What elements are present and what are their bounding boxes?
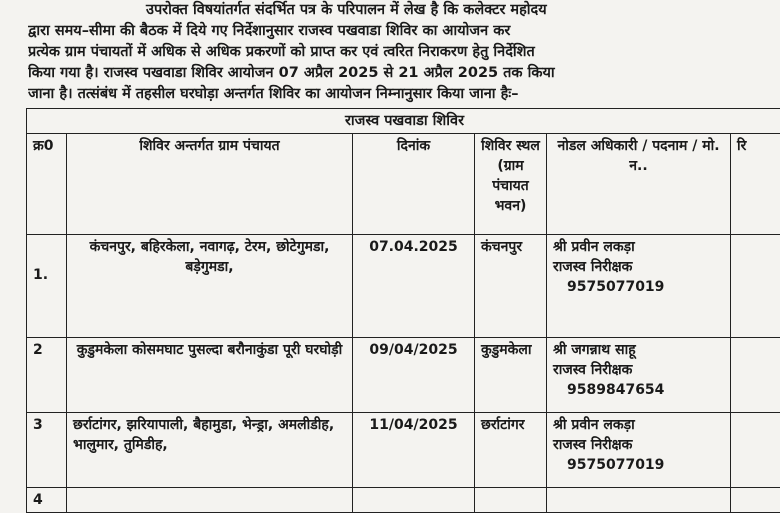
row-date: 09/04/2025: [353, 338, 475, 413]
officer-phone: 9589847654: [553, 380, 724, 400]
header-serial: क्र0: [27, 134, 67, 235]
table-row: [27, 488, 780, 513]
row-officer: [547, 235, 731, 338]
row-serial: 3: [27, 413, 67, 488]
row-officer: [547, 338, 731, 413]
row-remarks: [731, 338, 780, 413]
row-panchayats: कंचनपुर, बहिरकेला, नवागढ़, टेरम, छोटेगुमडा, बड़ेगुमडा,: [67, 235, 353, 338]
row-venue: [475, 488, 547, 513]
table-title: राजस्व पखवाडा शिविर: [27, 109, 780, 134]
row-panchayats: [67, 488, 353, 513]
row-officer: [547, 488, 731, 513]
row-panchayats: कुडुमकेला कोसमघाट पुसल्दा बरौनाकुंडा पूरी घरघोड़ी: [67, 338, 353, 413]
row-panchayats: छर्राटांगर, झरियापाली, बैहामुडा, भेन्ड्रा, अमलीडीह, भालुमार, तुमिडीह,: [67, 413, 353, 488]
table-row: [27, 413, 780, 488]
header-officer: नोडल अधिकारी / पदनाम / मो. न..: [547, 134, 731, 235]
header-date: दिनांक: [353, 134, 475, 235]
paragraph-line: प्रत्येक ग्राम पंचायतों में अधिक से अधिक प्रकरणों को प्राप्त कर एवं त्वरित निराकरण हेतु निर्देशित: [28, 42, 770, 63]
row-serial: 2: [27, 338, 67, 413]
officer-name: श्री प्रवीन लकड़ा: [553, 417, 635, 433]
paragraph-line: द्वारा समय–सीमा की बैठक में दिये गए निर्देशानुसार राजस्व पखवाडा शिविर का आयोजन कर: [28, 21, 770, 42]
table-row: [27, 338, 780, 413]
row-date: 11/04/2025: [353, 413, 475, 488]
intro-paragraph: [28, 0, 770, 105]
officer-designation: राजस्व निरीक्षक: [553, 437, 632, 453]
paragraph-line: जाना है। तत्संबंध में तहसील घरघोड़ा अन्तर्गत शिविर का आयोजन निम्नानुसार किया जाना हैः–: [28, 84, 770, 105]
header-remarks: रि: [731, 134, 780, 235]
header-venue: शिविर स्थल (ग्राम पंचायत भवन): [475, 134, 547, 235]
officer-designation: राजस्व निरीक्षक: [553, 259, 632, 275]
row-officer: [547, 413, 731, 488]
table-row: [27, 235, 780, 338]
row-venue: छर्राटांगर: [475, 413, 547, 488]
officer-name: श्री जगन्नाथ साहू: [553, 342, 636, 358]
table-header-row: [27, 134, 780, 235]
row-serial: 4: [27, 488, 67, 513]
officer-phone: 9575077019: [553, 455, 724, 475]
camp-schedule-table: [26, 108, 780, 513]
paragraph-line: उपरोक्त विषयांतर्गत संदर्भित पत्र के परिपालन में लेख है कि कलेक्टर महोदय: [28, 0, 770, 21]
officer-phone: 9575077019: [553, 277, 724, 297]
row-venue: कंचनपुर: [475, 235, 547, 338]
officer-name: श्री प्रवीन लकड़ा: [553, 239, 635, 255]
row-date: [353, 488, 475, 513]
officer-designation: राजस्व निरीक्षक: [553, 362, 632, 378]
row-remarks: [731, 488, 780, 513]
row-date: 07.04.2025: [353, 235, 475, 338]
row-remarks: [731, 235, 780, 338]
row-venue: कुडुमकेला: [475, 338, 547, 413]
row-serial: 1.: [27, 235, 67, 338]
row-remarks: [731, 413, 780, 488]
header-panchayat: शिविर अन्तर्गत ग्राम पंचायत: [67, 134, 353, 235]
paragraph-line: किया गया है। राजस्व पखवाडा शिविर आयोजन 07 अप्रैल 2025 से 21 अप्रैल 2025 तक किया: [28, 63, 770, 84]
